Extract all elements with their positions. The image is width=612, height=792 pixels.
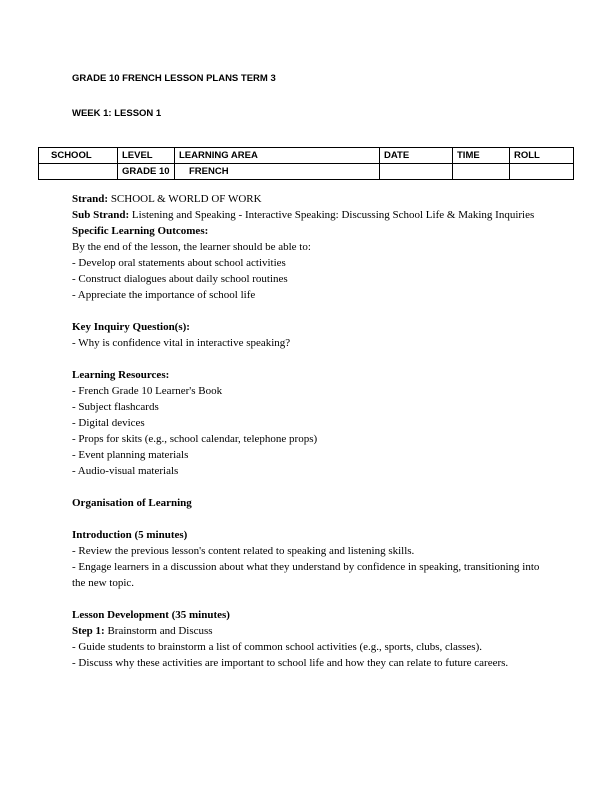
step-line bbox=[72, 623, 544, 639]
outcome-item: - Appreciate the importance of school life bbox=[72, 289, 256, 301]
spacer bbox=[72, 351, 544, 367]
resources-heading-text: Learning Resources: bbox=[72, 369, 170, 381]
resource-item: - Event planning materials bbox=[72, 449, 189, 461]
time-header: TIME bbox=[453, 148, 510, 164]
organisation-heading-text: Organisation of Learning bbox=[72, 497, 192, 509]
organisation-heading bbox=[72, 495, 544, 511]
development-heading bbox=[72, 607, 544, 623]
development-item: - Guide students to brainstorm a list of common school activities (e.g., sports, clubs, classes). bbox=[72, 641, 482, 653]
introduction-item: - Engage learners in a discussion about what they understand by confidence in speaking, transitioning into the new topic. bbox=[72, 561, 540, 589]
spacer bbox=[72, 479, 544, 495]
resource-item: - Audio-visual materials bbox=[72, 465, 179, 477]
resource-item: - French Grade 10 Learner's Book bbox=[72, 385, 223, 397]
time-cell bbox=[453, 164, 510, 180]
outcomes-intro: By the end of the lesson, the learner should be able to: bbox=[72, 241, 311, 253]
sub-strand-value: Listening and Speaking - Interactive Speaking: Discussing School Life & Making Inquiries bbox=[129, 209, 535, 221]
introduction-heading bbox=[72, 527, 544, 543]
learning-area-header: LEARNING AREA bbox=[175, 148, 380, 164]
strand-label: Strand: bbox=[72, 193, 109, 205]
spacer bbox=[72, 511, 544, 527]
document-title: GRADE 10 FRENCH LESSON PLANS TERM 3 bbox=[72, 73, 276, 84]
step-value: Brainstorm and Discuss bbox=[104, 625, 213, 637]
resource-item: - Digital devices bbox=[72, 417, 145, 429]
development-item: - Discuss why these activities are important to school life and how they can relate to future careers. bbox=[72, 657, 509, 669]
school-header: SCHOOL bbox=[39, 148, 118, 164]
level-header: LEVEL bbox=[118, 148, 175, 164]
date-cell bbox=[380, 164, 453, 180]
development-heading-text: Lesson Development (35 minutes) bbox=[72, 609, 230, 621]
outcome-item: - Construct dialogues about daily school routines bbox=[72, 273, 288, 285]
info-table-value-row bbox=[39, 164, 574, 180]
week-lesson-heading: WEEK 1: LESSON 1 bbox=[72, 108, 162, 119]
info-table-header-row bbox=[39, 148, 574, 164]
spacer bbox=[72, 303, 544, 319]
date-header: DATE bbox=[380, 148, 453, 164]
introduction-heading-text: Introduction (5 minutes) bbox=[72, 529, 188, 541]
lesson-info-table bbox=[38, 147, 574, 180]
strand-line bbox=[72, 191, 544, 207]
sub-strand-line bbox=[72, 207, 544, 223]
step-label: Step 1: bbox=[72, 625, 105, 637]
introduction-item: - Review the previous lesson's content related to speaking and listening skills. bbox=[72, 545, 415, 557]
roll-header: ROLL bbox=[510, 148, 574, 164]
outcomes-heading-text: Specific Learning Outcomes: bbox=[72, 225, 209, 237]
roll-cell bbox=[510, 164, 574, 180]
inquiry-item: - Why is confidence vital in interactive speaking? bbox=[72, 337, 291, 349]
school-cell bbox=[39, 164, 118, 180]
spacer bbox=[72, 591, 544, 607]
inquiry-heading-text: Key Inquiry Question(s): bbox=[72, 321, 190, 333]
resources-heading bbox=[72, 367, 544, 383]
sub-strand-label: Sub Strand: bbox=[72, 209, 130, 221]
resource-item: - Props for skits (e.g., school calendar, telephone props) bbox=[72, 433, 318, 445]
learning-area-cell: FRENCH bbox=[175, 164, 380, 180]
lesson-body bbox=[72, 191, 544, 671]
inquiry-heading bbox=[72, 319, 544, 335]
resource-item: - Subject flashcards bbox=[72, 401, 159, 413]
strand-value: SCHOOL & WORLD OF WORK bbox=[108, 193, 262, 205]
level-cell: GRADE 10 bbox=[118, 164, 175, 180]
outcome-item: - Develop oral statements about school activities bbox=[72, 257, 286, 269]
outcomes-heading bbox=[72, 223, 544, 239]
